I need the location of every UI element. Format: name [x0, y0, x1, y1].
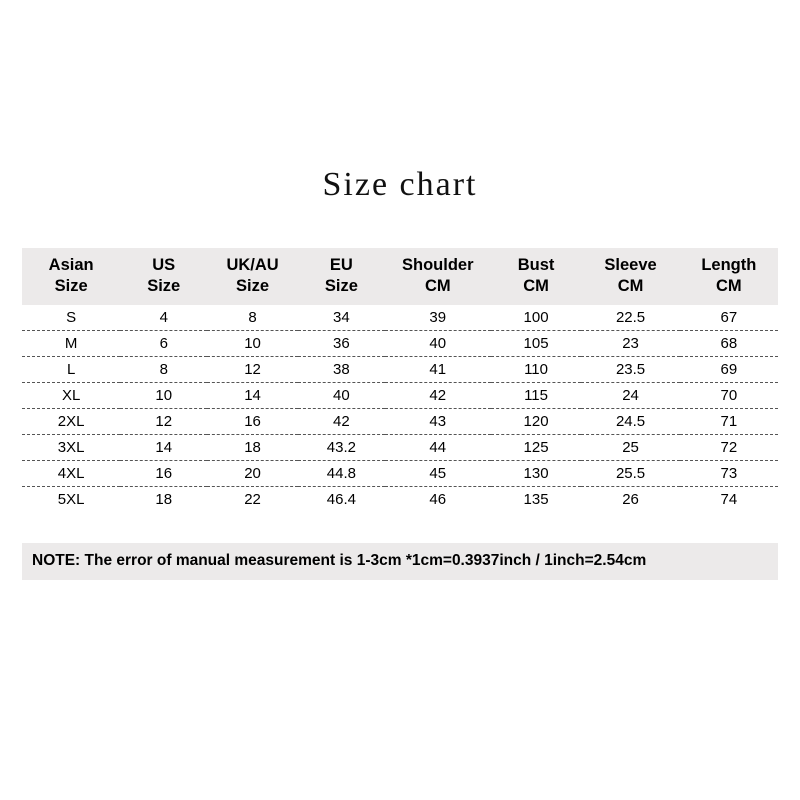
table-body	[22, 305, 778, 512]
table-header	[22, 248, 778, 305]
column-header-line1: Length	[701, 256, 757, 274]
cell-sleeve: 25.5	[581, 461, 679, 487]
cell-eu-size: 43.2	[298, 435, 385, 461]
table-row	[22, 461, 778, 487]
table-row	[22, 409, 778, 435]
cell-length: 68	[680, 331, 778, 357]
column-header-sleeve-cm	[581, 248, 679, 305]
cell-uk-au-size: 20	[207, 461, 298, 487]
cell-asian-size: 5XL	[22, 487, 120, 513]
table-row	[22, 305, 778, 331]
cell-length: 72	[680, 435, 778, 461]
cell-length: 73	[680, 461, 778, 487]
cell-bust: 130	[491, 461, 582, 487]
column-header-line1: Bust	[517, 256, 555, 274]
cell-bust: 120	[491, 409, 582, 435]
size-chart-table	[22, 248, 778, 512]
cell-us-size: 12	[120, 409, 207, 435]
cell-shoulder: 45	[385, 461, 491, 487]
cell-sleeve: 25	[581, 435, 679, 461]
cell-sleeve: 23.5	[581, 357, 679, 383]
cell-us-size: 8	[120, 357, 207, 383]
cell-eu-size: 42	[298, 409, 385, 435]
column-header-line2: Size	[324, 276, 358, 295]
cell-shoulder: 41	[385, 357, 491, 383]
column-header-line1: EU	[329, 256, 353, 274]
cell-uk-au-size: 16	[207, 409, 298, 435]
cell-asian-size: S	[22, 305, 120, 331]
page-title: Size chart	[322, 166, 478, 203]
column-header-line2: CM	[424, 276, 451, 295]
cell-us-size: 18	[120, 487, 207, 513]
cell-uk-au-size: 10	[207, 331, 298, 357]
cell-bust: 110	[491, 357, 582, 383]
cell-eu-size: 46.4	[298, 487, 385, 513]
cell-sleeve: 26	[581, 487, 679, 513]
cell-eu-size: 44.8	[298, 461, 385, 487]
cell-uk-au-size: 8	[207, 305, 298, 331]
cell-uk-au-size: 12	[207, 357, 298, 383]
column-header-line2: CM	[617, 276, 644, 295]
cell-asian-size: L	[22, 357, 120, 383]
table-row	[22, 331, 778, 357]
table-row	[22, 357, 778, 383]
table-header-row	[22, 248, 778, 305]
cell-bust: 135	[491, 487, 582, 513]
cell-shoulder: 39	[385, 305, 491, 331]
column-header-line2: Size	[236, 276, 270, 295]
cell-shoulder: 44	[385, 435, 491, 461]
cell-asian-size: 4XL	[22, 461, 120, 487]
cell-bust: 100	[491, 305, 582, 331]
column-header-eu-size	[298, 248, 385, 305]
column-header-bust-cm	[491, 248, 582, 305]
cell-eu-size: 40	[298, 383, 385, 409]
cell-sleeve: 22.5	[581, 305, 679, 331]
cell-uk-au-size: 14	[207, 383, 298, 409]
cell-shoulder: 43	[385, 409, 491, 435]
cell-us-size: 6	[120, 331, 207, 357]
cell-asian-size: 2XL	[22, 409, 120, 435]
cell-length: 70	[680, 383, 778, 409]
cell-shoulder: 40	[385, 331, 491, 357]
column-header-line2: Size	[54, 276, 88, 295]
column-header-line1: US	[152, 256, 176, 274]
column-header-line1: Asian	[48, 256, 94, 274]
cell-sleeve: 23	[581, 331, 679, 357]
column-header-line1: Shoulder	[402, 256, 474, 274]
cell-bust: 115	[491, 383, 582, 409]
column-header-line2: Size	[147, 276, 181, 295]
cell-eu-size: 34	[298, 305, 385, 331]
cell-us-size: 10	[120, 383, 207, 409]
column-header-uk-au-size	[207, 248, 298, 305]
column-header-line2: CM	[523, 276, 549, 295]
cell-eu-size: 38	[298, 357, 385, 383]
table-row	[22, 435, 778, 461]
table-row	[22, 383, 778, 409]
cell-uk-au-size: 18	[207, 435, 298, 461]
cell-asian-size: M	[22, 331, 120, 357]
cell-sleeve: 24.5	[581, 409, 679, 435]
table-row	[22, 487, 778, 513]
column-header-asian-size	[22, 248, 120, 305]
cell-uk-au-size: 22	[207, 487, 298, 513]
cell-shoulder: 42	[385, 383, 491, 409]
cell-length: 74	[680, 487, 778, 513]
column-header-line1: UK/AU	[226, 256, 279, 274]
cell-bust: 105	[491, 331, 582, 357]
cell-us-size: 4	[120, 305, 207, 331]
cell-asian-size: XL	[22, 383, 120, 409]
column-header-line2: CM	[716, 276, 742, 295]
column-header-length-cm	[680, 248, 778, 305]
cell-eu-size: 36	[298, 331, 385, 357]
measurement-note: NOTE: The error of manual measurement is 1-3cm *1cm=0.3937inch / 1inch=2.54cm	[22, 543, 778, 580]
cell-shoulder: 46	[385, 487, 491, 513]
cell-length: 67	[680, 305, 778, 331]
column-header-line1: Sleeve	[604, 256, 657, 274]
cell-us-size: 14	[120, 435, 207, 461]
cell-us-size: 16	[120, 461, 207, 487]
cell-length: 69	[680, 357, 778, 383]
column-header-us-size	[120, 248, 207, 305]
cell-sleeve: 24	[581, 383, 679, 409]
column-header-shoulder-cm	[385, 248, 491, 305]
cell-bust: 125	[491, 435, 582, 461]
cell-length: 71	[680, 409, 778, 435]
cell-asian-size: 3XL	[22, 435, 120, 461]
size-chart-table-wrapper	[22, 248, 778, 512]
